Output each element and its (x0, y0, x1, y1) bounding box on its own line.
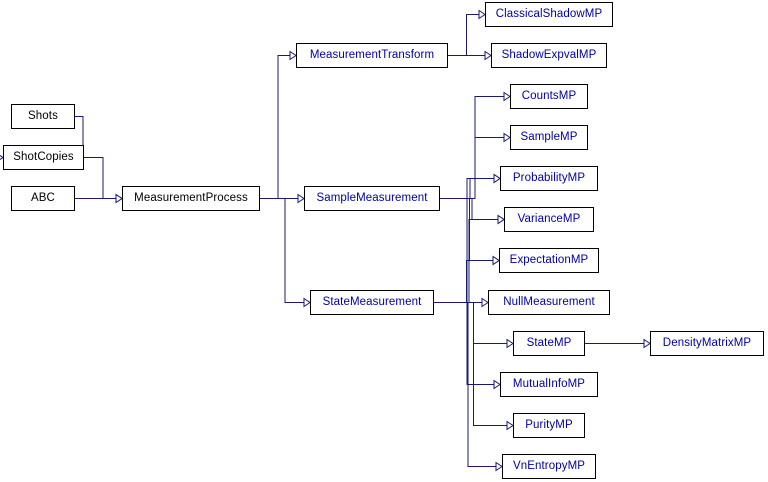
node-mutualinfomp[interactable] (500, 372, 598, 397)
node-label: MutualInfoMP (512, 377, 586, 390)
node-label: StateMeasurement (322, 295, 422, 308)
edge-measurementprocess-to-statemeasurement (260, 199, 304, 303)
node-variancemp[interactable] (504, 207, 594, 232)
node-samplemp[interactable] (510, 125, 588, 150)
node-label: ABC (31, 191, 55, 204)
node-label: SampleMeasurement (316, 191, 428, 204)
node-puritymp[interactable] (513, 413, 585, 438)
node-label: MeasurementProcess (134, 191, 248, 204)
node-label: MeasurementTransform (309, 48, 435, 61)
edge-samplemeasurement-to-probabilitymp (440, 179, 494, 199)
edge-measurementtransform-to-classicalshadowmp (448, 15, 479, 56)
node-shadowexpvalmp[interactable] (491, 43, 607, 68)
node-label: ShadowExpvalMP (501, 48, 597, 61)
node-statemp[interactable] (513, 331, 585, 356)
node-densitymatrixmp[interactable] (650, 331, 764, 356)
node-label: ClassicalShadowMP (495, 7, 603, 20)
edge-statemeasurement-to-mutualinfomp (434, 303, 494, 385)
node-measurementprocess (122, 186, 260, 211)
node-label: VnEntropyMP (512, 459, 586, 472)
edge-statemeasurement-to-expectationmp (434, 261, 493, 303)
node-expectationmp[interactable] (499, 248, 599, 273)
node-label: ShotCopies (13, 150, 74, 163)
edge-statemeasurement-to-probabilitymp (434, 179, 494, 303)
node-label: ProbabilityMP (512, 171, 586, 184)
node-label: StateMP (526, 336, 572, 349)
node-label: SampleMP (520, 130, 578, 143)
edge-samplemeasurement-to-samplemp (440, 138, 504, 199)
node-label: VarianceMP (517, 212, 581, 225)
node-countsmp[interactable] (510, 84, 588, 109)
node-abc (11, 186, 75, 211)
node-label: PurityMP (525, 418, 573, 431)
node-label: Shots (28, 109, 58, 122)
node-statemeasurement[interactable] (310, 290, 434, 315)
node-label: ExpectationMP (509, 253, 589, 266)
edge-samplemeasurement-to-variancemp (440, 199, 498, 220)
edge-statemeasurement-to-puritymp (434, 303, 507, 426)
edge-shotcopies-to-measurementprocess (84, 158, 116, 199)
node-shots (11, 104, 75, 129)
node-vnentropymp[interactable] (502, 454, 596, 479)
node-label: CountsMP (521, 89, 577, 102)
node-label: NullMeasurement (503, 295, 595, 308)
node-probabilitymp[interactable] (500, 166, 598, 191)
edge-measurementprocess-to-measurementtransform (260, 56, 290, 199)
edge-samplemeasurement-to-expectationmp (440, 199, 493, 261)
node-classicalshadowmp[interactable] (485, 2, 613, 27)
edge-samplemeasurement-to-countsmp (440, 97, 504, 199)
node-measurementtransform[interactable] (296, 43, 448, 68)
edge-statemeasurement-to-vnentropymp (434, 303, 496, 467)
node-samplemeasurement[interactable] (304, 186, 440, 211)
node-shotcopies (3, 145, 84, 170)
node-label: DensityMatrixMP (662, 336, 752, 349)
node-nullmeasurement[interactable] (488, 290, 610, 315)
